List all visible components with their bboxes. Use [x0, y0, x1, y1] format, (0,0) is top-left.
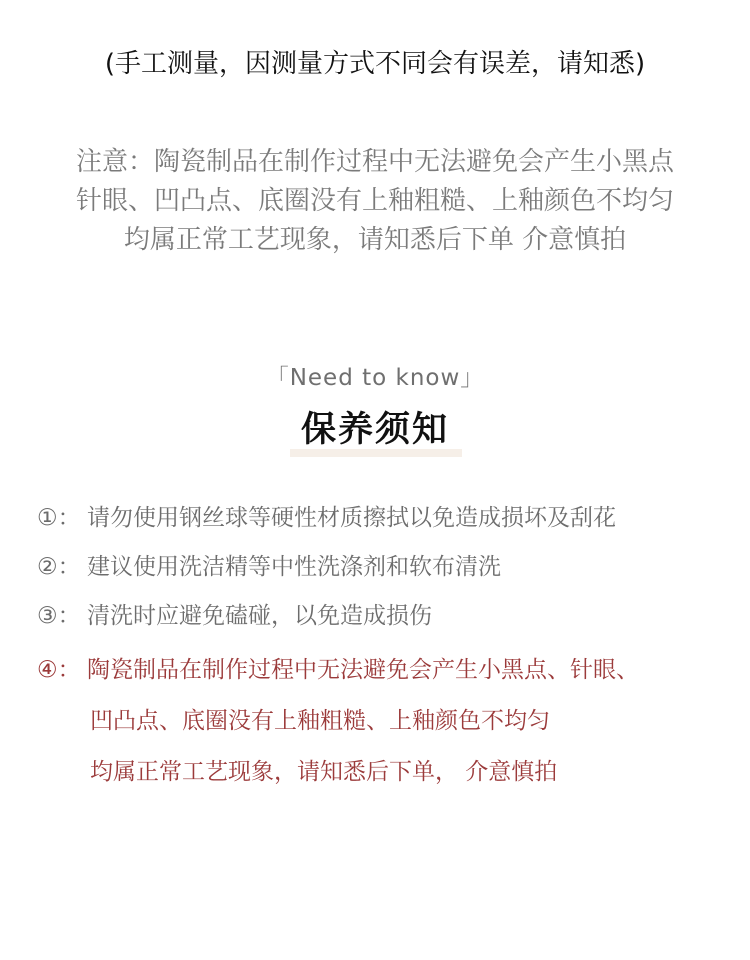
rule-marker: ①：	[37, 505, 81, 531]
notice-line: 注意：陶瓷制品在制作过程中无法避免会产生小黑点	[75, 147, 674, 177]
rule-marker: ③：	[37, 603, 81, 629]
care-rule-4-warning	[37, 645, 727, 798]
warning-text: 陶瓷制品在制作过程中无法避免会产生小黑点、针眼、	[87, 657, 639, 683]
care-instructions-title: 保养须知	[300, 410, 449, 450]
notice-line: 均属正常工艺现象，请知悉后下单 介意慎拍	[123, 225, 627, 255]
care-rule-1	[37, 498, 727, 547]
notice-line: 针眼、凹凸点、底圈没有上釉粗糙、上釉颜色不均匀	[75, 186, 674, 216]
rule-text: 请勿使用钢丝球等硬性材质擦拭以免造成损坏及刮花	[87, 505, 616, 531]
rule-marker: ④：	[37, 657, 81, 683]
measurement-note: (手工测量，因测量方式不同会有误差，请知悉)	[104, 49, 646, 79]
need-to-know-label: 「Need to know」	[265, 365, 485, 391]
care-rule-2	[37, 547, 727, 596]
warning-line	[37, 645, 727, 696]
rule-text: 建议使用洗洁精等中性洗涤剂和软布清洗	[87, 554, 501, 580]
ceramic-notice	[0, 143, 750, 260]
warning-line: 均属正常工艺现象，请知悉后下单， 介意慎拍	[90, 759, 558, 785]
rule-text: 清洗时应避免磕碰，以免造成损伤	[87, 603, 432, 629]
warning-line: 凹凸点、底圈没有上釉粗糙、上釉颜色不均匀	[90, 708, 550, 734]
care-rules-list	[37, 498, 727, 798]
care-rule-3	[37, 596, 727, 645]
rule-marker: ②：	[37, 554, 81, 580]
